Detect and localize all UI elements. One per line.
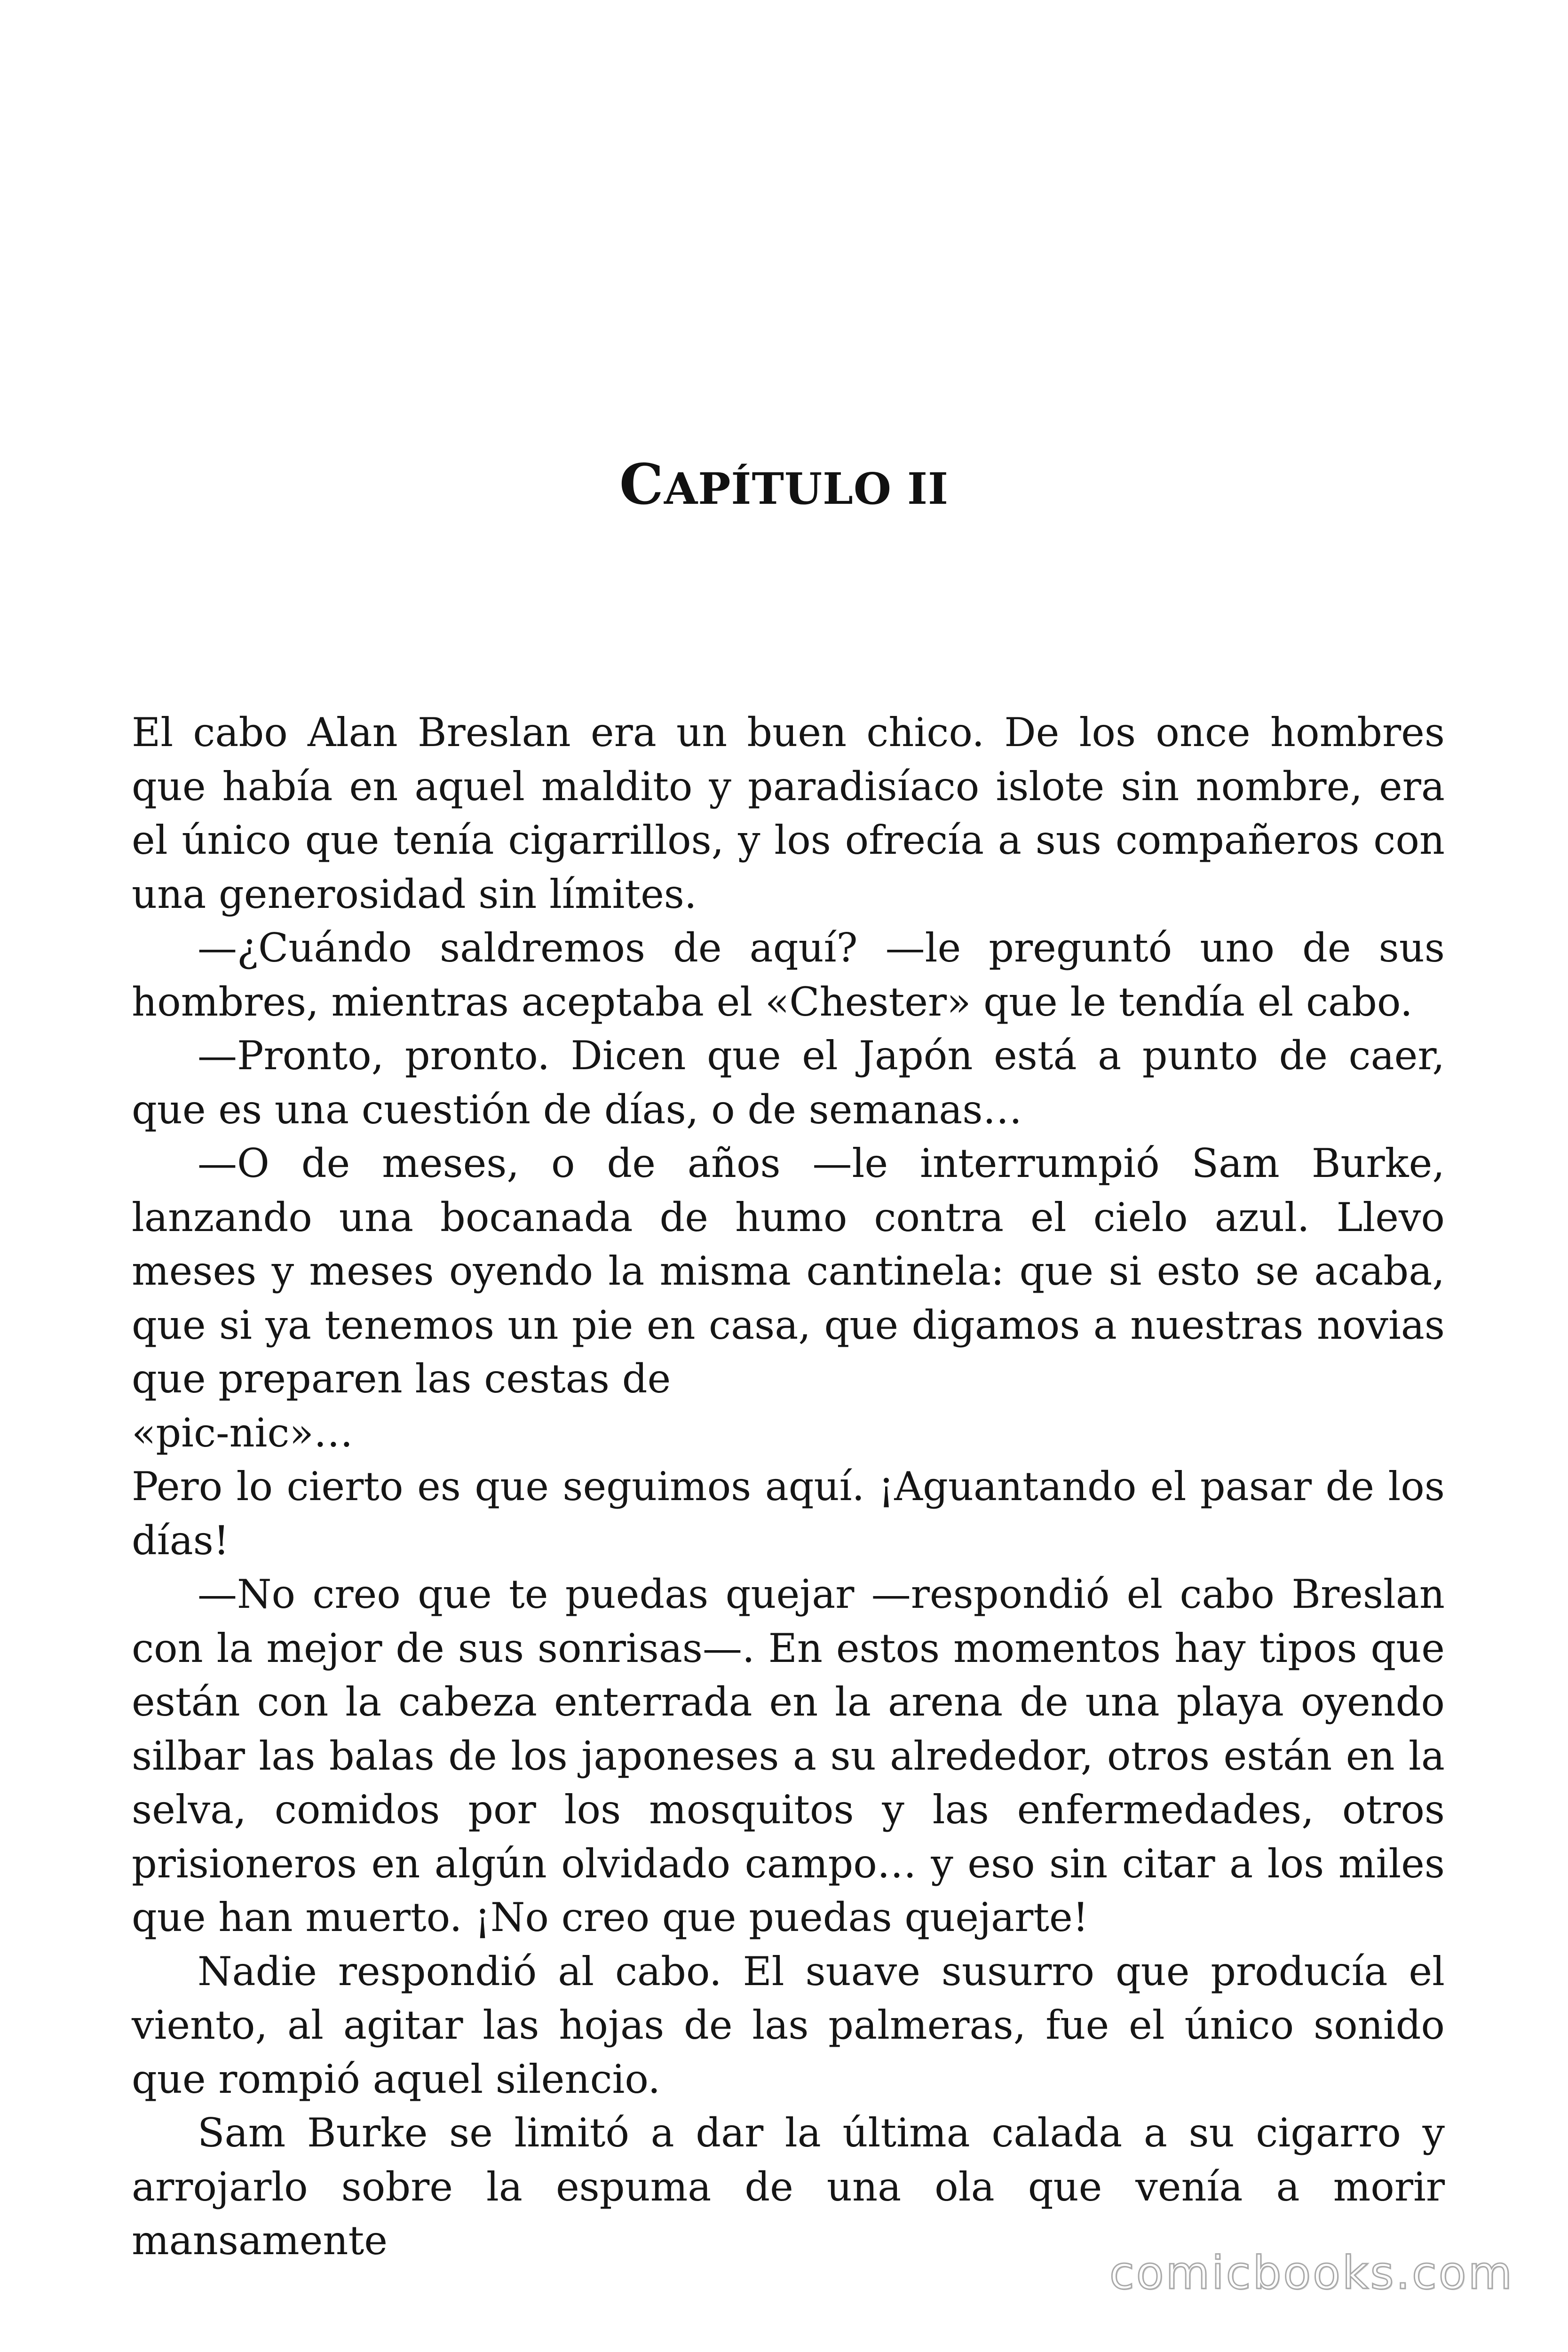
paragraph: Nadie respondió al cabo. El suave susurro que producía el viento, al agitar las hojas de las palmeras, fue el único sonido que rompió aquel silencio. bbox=[132, 1948, 1445, 2102]
paragraph: Pero lo cierto es que seguimos aquí. ¡Aguantando el pasar de los días! bbox=[132, 1463, 1445, 1564]
paragraph: —No creo que te puedas quejar —respondió el cabo Breslan con la mejor de sus sonrisas—. En estos momentos hay tipos que están con la cabeza enterrada en la arena de una playa oyendo silbar las balas de los japoneses a su alrededor, otros están en la selva, comidos por los mosquitos y las enfermedades, otros prisioneros en algún olvidado campo… y eso sin citar a los miles que han muerto. ¡No creo que puedas quejarte! bbox=[132, 1571, 1445, 1940]
chapter-title-initial: C bbox=[619, 452, 664, 517]
chapter-body bbox=[132, 706, 1445, 2268]
paragraph: Sam Burke se limitó a dar la última calada a su cigarro y arrojarlo sobre la espuma de una ola que venía a morir mansamente bbox=[132, 2110, 1445, 2264]
chapter-title-rest: APÍTULO II bbox=[664, 463, 949, 514]
paragraph: —¿Cuándo saldremos de aquí? —le preguntó uno de sus hombres, mientras aceptaba el «Chester» que le tendía el cabo. bbox=[132, 925, 1445, 1025]
paragraph: —O de meses, o de años —le interrumpió Sam Burke, lanzando una bocanada de humo contra el cielo azul. Llevo meses y meses oyendo la misma cantinela: que si esto se acaba, que si ya tenemos un pie en casa, que digamos a nuestras novias que preparen las cestas de bbox=[132, 1140, 1445, 1402]
paragraph: —Pronto, pronto. Dicen que el Japón está a punto de caer, que es una cuestión de días, o de semanas… bbox=[132, 1033, 1445, 1133]
paragraph: El cabo Alan Breslan era un buen chico. De los once hombres que había en aquel maldito y paradisíaco islote sin nombre, era el único que tenía cigarrillos, y los ofrecía a sus compañeros con una generosidad sin límites. bbox=[132, 709, 1445, 917]
chapter-title bbox=[0, 449, 1568, 524]
watermark: comicbooks.com bbox=[1109, 2247, 1514, 2299]
paragraph: «pic-nic»… bbox=[132, 1409, 353, 1456]
